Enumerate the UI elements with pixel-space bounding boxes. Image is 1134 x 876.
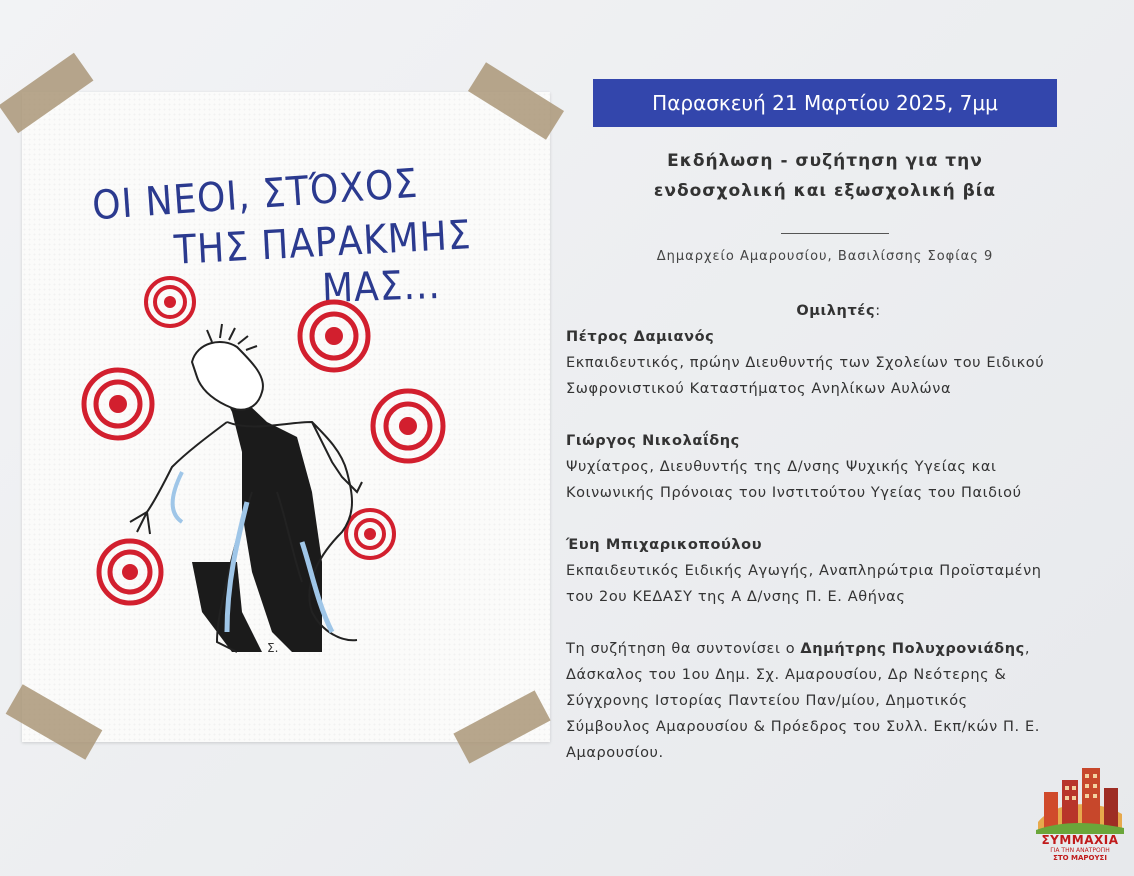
logo-main-text: ΣΥΜΜΑΧΙΑ [1041, 833, 1119, 847]
moderator-line: Σύμβουλος Αμαρουσίου & Πρόεδρος του Συλλ. Εκπ/κών Π. Ε. [566, 719, 1040, 735]
figure-highlight [173, 472, 182, 522]
moderator-line: Αμαρουσίου. [566, 745, 664, 761]
target-icon [346, 510, 394, 558]
speaker-role-line: του 2ου ΚΕΔΑΣΥ της Α Δ/νσης Π. Ε. Αθήνας [566, 589, 906, 605]
target-icon [99, 541, 161, 603]
event-venue: Δημαρχείο Αμαρουσίου, Βασιλίσσης Σοφίας 9 [656, 249, 994, 264]
speaker-role-line: Εκπαιδευτικός, πρώην Διευθυντής των Σχολείων του Ειδικού [566, 355, 1045, 371]
event-title-line-2: ενδοσχολική και εξωσχολική βία [653, 181, 997, 201]
speaker-name: Πέτρος Δαμιανός [566, 329, 715, 345]
speaker-role-line: Εκπαιδευτικός Ειδικής Αγωγής, Αναπληρώτρια Προϊσταμένη [566, 563, 1042, 579]
poster-headline-line-2: ΤΗΣ ΠΑΡΑΚΜΗΣ [173, 212, 473, 274]
speakers-section [566, 298, 1111, 766]
moderator-line: Σύγχρονης Ιστορίας Παντείου Παν/μίου, Δημοτικός [566, 693, 968, 709]
target-icon [373, 391, 443, 461]
dancer-with-targets-drawing [22, 92, 550, 742]
speaker-role-line: Σωφρονιστικού Καταστήματος Ανηλίκων Αυλώνα [566, 381, 952, 397]
speaker-entry [566, 428, 1111, 506]
moderator-suffix: , [1024, 641, 1031, 657]
artist-signature: Σ. [267, 641, 279, 655]
moderator-line: Δάσκαλος του 1ου Δημ. Σχ. Αμαρουσίου, Δρ Νεότερης & [566, 667, 1007, 683]
speaker-role-line: Ψυχίατρος, Διευθυντής της Δ/νσης Ψυχικής Υγείας και [566, 459, 997, 475]
title-divider [781, 233, 889, 234]
logo-wordmark [1030, 834, 1130, 863]
poster-illustration [22, 92, 550, 742]
speaker-role-line: Κοινωνικής Πρόνοιας του Ινστιτούτου Υγείας του Παιδιού [566, 485, 1022, 501]
speaker-name: Γιώργος Νικολαΐδης [566, 433, 740, 449]
moderator-line-1 [566, 636, 1111, 662]
speakers-heading-text: Ομιλητές [796, 303, 876, 319]
speaker-entry [566, 324, 1111, 402]
target-icon [146, 278, 194, 326]
moderator-name: Δημήτρης Πολυχρονιάδης [800, 641, 1025, 657]
poster-headline-line-1: ΟΙ ΝΕΟΙ, ΣΤΌΧΟΣ [90, 160, 420, 230]
target-icon [300, 302, 368, 370]
speaker-name: Έυη Μπιχαρικοπούλου [566, 537, 763, 553]
logo-sub-text: ΓΙΑ ΤΗΝ ΑΝΑΤΡΟΠΗ [1050, 847, 1110, 854]
moderator-prefix: Τη συζήτηση θα συντονίσει ο [566, 641, 801, 657]
poster-headline-line-3: ΜΑΣ... [321, 261, 442, 313]
speaker-entry [566, 532, 1111, 610]
event-title [593, 146, 1057, 206]
speakers-heading [566, 298, 1111, 324]
logo-sub2-text: ΣΤΟ ΜΑΡΟΥΣΙ [1053, 854, 1107, 862]
target-icon [84, 370, 152, 438]
event-title-line-1: Εκδήλωση - συζήτηση για την [667, 151, 983, 171]
speakers-heading-colon: : [875, 303, 881, 319]
event-date-banner: Παρασκευή 21 Μαρτίου 2025, 7μμ [593, 79, 1057, 127]
moderator-entry [566, 636, 1111, 766]
